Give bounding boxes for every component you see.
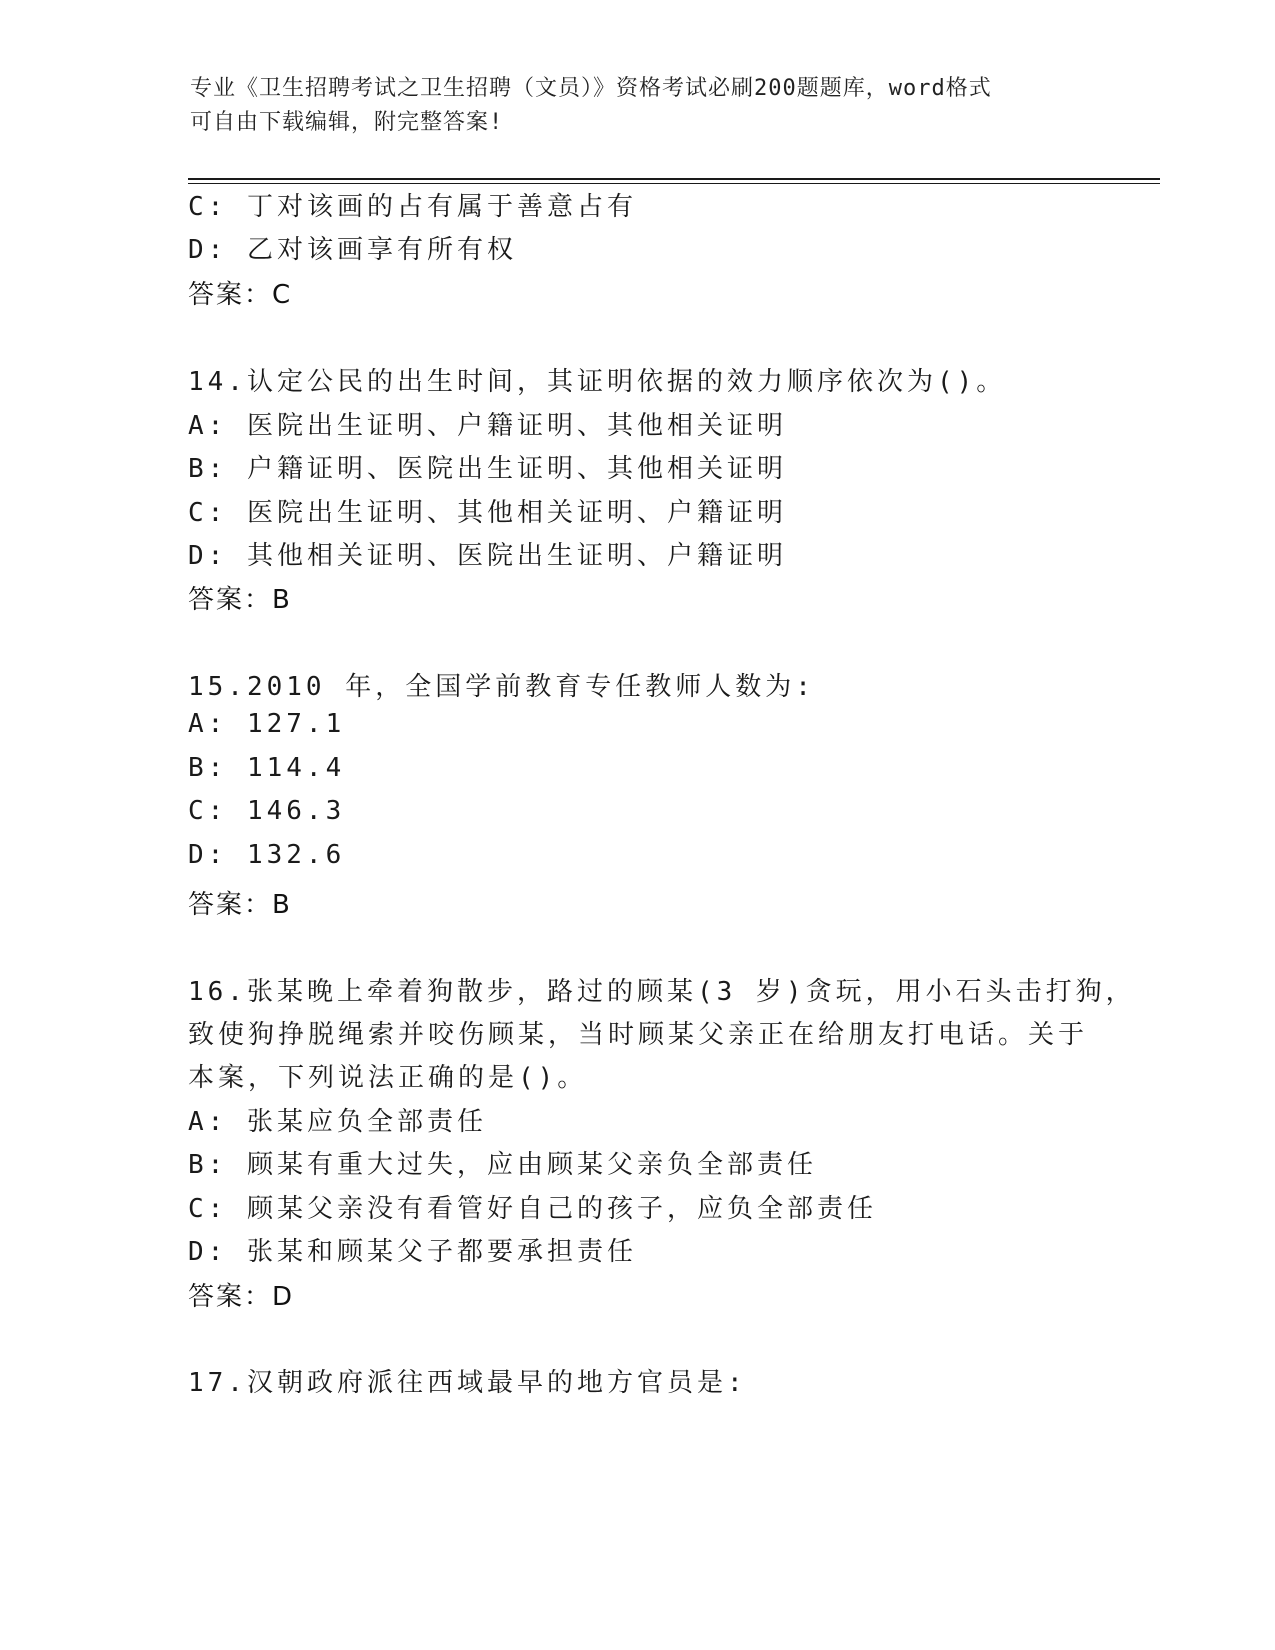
document-header [190,72,1090,140]
q16-stem-line-2: 致使狗挣脱绳索并咬伤顾某，当时顾某父亲正在给朋友打电话。关于 [188,1020,1089,1050]
q16-option-d: D: 张某和顾某父子都要承担责任 [188,1237,637,1267]
q17-stem: 17.汉朝政府派往西域最早的地方官员是: [188,1368,747,1398]
q15-option-a: A: 127.1 [188,709,346,739]
header-divider-thick [188,178,1160,180]
q14-answer: 答案：B [188,585,292,615]
q15-option-b: B: 114.4 [188,753,346,783]
q16-stem-line-1: 16.张某晚上牵着狗散步，路过的顾某(3 岁)贪玩，用小石头击打狗， [188,977,1136,1007]
header-divider-thin [188,183,1160,184]
header-title-line-1: 专业《卫生招聘考试之卫生招聘（文员）》资格考试必刷200题题库，word格式 [190,76,992,101]
q14-option-a: A: 医院出生证明、户籍证明、其他相关证明 [188,411,787,441]
q14-option-d: D: 其他相关证明、医院出生证明、户籍证明 [188,541,787,571]
q16-stem-line-3: 本案，下列说法正确的是()。 [188,1063,588,1093]
q13-option-c: C: 丁对该画的占有属于善意占有 [188,192,637,222]
q16-option-b: B: 顾某有重大过失，应由顾某父亲负全部责任 [188,1150,817,1180]
q15-option-d: D: 132.6 [188,840,346,870]
q15-option-c: C: 146.3 [188,796,346,826]
q16-option-a: A: 张某应负全部责任 [188,1107,487,1137]
q14-option-c: C: 医院出生证明、其他相关证明、户籍证明 [188,498,787,528]
q15-stem: 15.2010 年，全国学前教育专任教师人数为: [188,672,815,702]
q13-answer: 答案：C [188,280,293,310]
header-title-line-2: 可自由下载编辑，附完整答案! [190,110,504,135]
q13-option-d: D: 乙对该画享有所有权 [188,235,517,265]
q16-option-c: C: 顾某父亲没有看管好自己的孩子，应负全部责任 [188,1194,877,1224]
q14-stem: 14.认定公民的出生时间，其证明依据的效力顺序依次为()。 [188,367,1007,397]
q14-option-b: B: 户籍证明、医院出生证明、其他相关证明 [188,454,787,484]
q16-answer: 答案：D [188,1282,295,1312]
q15-answer: 答案：B [188,890,292,920]
